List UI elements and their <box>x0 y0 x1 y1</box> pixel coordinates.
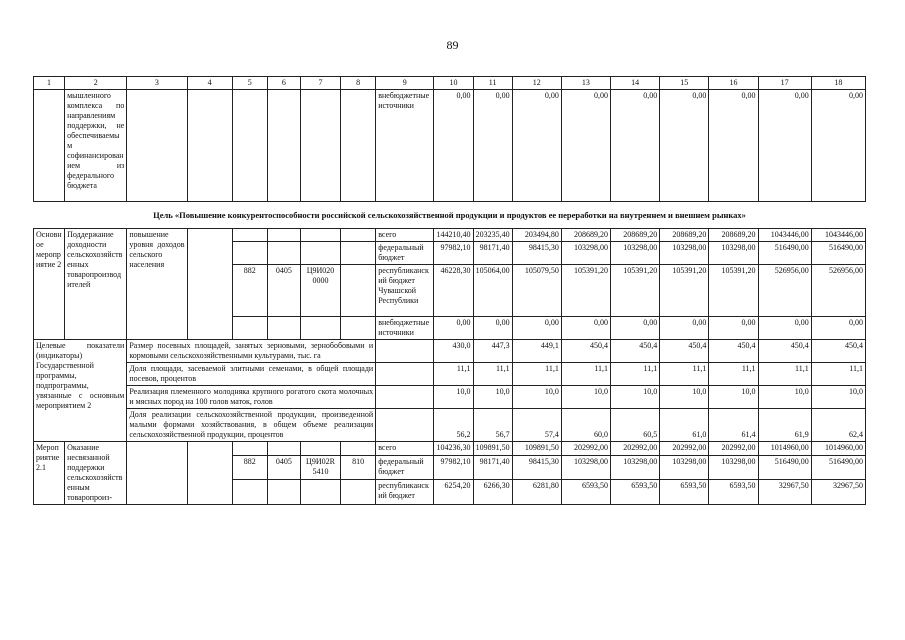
value-cell: 105391,20 <box>561 265 610 317</box>
value-cell: 98415,30 <box>512 242 561 265</box>
funding-source: внебюджетные источники <box>376 90 434 202</box>
value-cell: 0,00 <box>512 317 561 340</box>
goal-title: Цель «Повышение конкурентоспособности российской сельскохозяйственной продукции и продуктов ее переработки на внутреннем и внешнем рынках» <box>34 202 866 229</box>
value-cell: 10,0 <box>512 386 561 409</box>
value-cell: 202992,00 <box>561 442 610 456</box>
value-cell: 109891,50 <box>512 442 561 456</box>
financing-table <box>33 76 866 505</box>
indicator-label: Реализация племенного молодняка крупного рогатого скота молочных и мясных пород на 100 голов маток, голов <box>127 386 376 409</box>
value-cell: 516490,00 <box>811 455 865 480</box>
value-cell: 450,4 <box>758 340 811 363</box>
value-cell: 0,00 <box>709 317 758 340</box>
value-cell: 449,1 <box>512 340 561 363</box>
value-cell: 450,4 <box>611 340 660 363</box>
value-cell: 10,0 <box>709 386 758 409</box>
value-cell: 103298,00 <box>660 242 709 265</box>
admin-code: 882 <box>232 455 267 480</box>
value-cell: 11,1 <box>561 363 610 386</box>
column-header: 13 <box>561 77 610 90</box>
value-cell: 0,00 <box>473 90 512 202</box>
value-cell: 0,00 <box>811 317 865 340</box>
column-header: 4 <box>187 77 232 90</box>
column-header: 2 <box>65 77 127 90</box>
funding-source: республиканский бюджет Чувашской Республики <box>376 265 434 317</box>
column-header: 14 <box>611 77 660 90</box>
value-cell: 103298,00 <box>660 455 709 480</box>
value-cell: 526956,00 <box>811 265 865 317</box>
table-row <box>34 90 866 202</box>
value-cell: 0,00 <box>561 90 610 202</box>
measure-name: Поддержание доходности сельскохозяйственных товаропроизводителей <box>65 229 127 340</box>
value-cell: 203494,80 <box>512 229 561 242</box>
value-cell: 450,4 <box>561 340 610 363</box>
value-cell: 11,1 <box>611 363 660 386</box>
section-code: 0405 <box>267 265 300 317</box>
value-cell: 0,00 <box>709 90 758 202</box>
value-cell: 105079,50 <box>512 265 561 317</box>
funding-source: всего <box>376 229 434 242</box>
value-cell: 105391,20 <box>611 265 660 317</box>
value-cell: 104236,30 <box>434 442 473 456</box>
value-cell: 0,00 <box>611 317 660 340</box>
value-cell: 6281,80 <box>512 480 561 505</box>
value-cell: 516490,00 <box>758 455 811 480</box>
value-cell: 208689,20 <box>561 229 610 242</box>
value-cell: 0,00 <box>758 90 811 202</box>
column-header: 12 <box>512 77 561 90</box>
value-cell: 6266,30 <box>473 480 512 505</box>
value-cell: 6593,50 <box>611 480 660 505</box>
column-header: 7 <box>300 77 340 90</box>
value-cell: 0,00 <box>561 317 610 340</box>
measure-type: Мероприятие 2.1 <box>34 442 65 505</box>
value-cell: 203235,40 <box>473 229 512 242</box>
target-article-code: Ц9И020 0000 <box>300 265 340 317</box>
value-cell: 103298,00 <box>709 455 758 480</box>
value-cell: 10,0 <box>611 386 660 409</box>
value-cell: 0,00 <box>660 317 709 340</box>
value-cell: 103298,00 <box>611 242 660 265</box>
value-cell: 98171,40 <box>473 455 512 480</box>
measure-type: Основное мероприятие 2 <box>34 229 65 340</box>
value-cell: 60,5 <box>611 409 660 442</box>
measure-name: мышленного комплекса по направлениям поддержки, не обеспечиваемым софинансированием из федерального бюджета <box>65 90 127 202</box>
page-number: 89 <box>446 38 459 52</box>
value-cell: 0,00 <box>811 90 865 202</box>
value-cell: 105391,20 <box>709 265 758 317</box>
column-header: 9 <box>376 77 434 90</box>
value-cell: 202992,00 <box>660 442 709 456</box>
value-cell: 1043446,00 <box>811 229 865 242</box>
value-cell: 208689,20 <box>660 229 709 242</box>
value-cell: 202992,00 <box>611 442 660 456</box>
column-header: 10 <box>434 77 473 90</box>
value-cell: 61,4 <box>709 409 758 442</box>
value-cell: 10,0 <box>561 386 610 409</box>
value-cell: 10,0 <box>811 386 865 409</box>
value-cell: 10,0 <box>434 386 473 409</box>
value-cell: 62,4 <box>811 409 865 442</box>
value-cell: 103298,00 <box>561 455 610 480</box>
value-cell: 105064,00 <box>473 265 512 317</box>
table-row <box>34 340 866 363</box>
value-cell: 1043446,00 <box>758 229 811 242</box>
value-cell: 516490,00 <box>758 242 811 265</box>
value-cell: 32967,50 <box>758 480 811 505</box>
column-header: 6 <box>267 77 300 90</box>
value-cell: 516490,00 <box>811 242 865 265</box>
column-header: 1 <box>34 77 65 90</box>
measure-name: Оказание несвязанной поддержки сельскохозяйственным товаропроиз- <box>65 442 127 505</box>
value-cell: 109891,50 <box>473 442 512 456</box>
value-cell: 56,2 <box>434 409 473 442</box>
funding-source: республиканский бюджет <box>376 480 434 505</box>
value-cell: 1014960,00 <box>811 442 865 456</box>
funding-source: федеральный бюджет <box>376 455 434 480</box>
value-cell: 450,4 <box>811 340 865 363</box>
value-cell: 450,4 <box>660 340 709 363</box>
column-header: 8 <box>341 77 376 90</box>
value-cell: 11,1 <box>512 363 561 386</box>
value-cell: 103298,00 <box>561 242 610 265</box>
column-header: 3 <box>127 77 187 90</box>
value-cell: 6593,50 <box>561 480 610 505</box>
value-cell: 103298,00 <box>709 242 758 265</box>
value-cell: 10,0 <box>758 386 811 409</box>
value-cell: 447,3 <box>473 340 512 363</box>
table-row <box>34 442 866 456</box>
goal-row <box>34 202 866 229</box>
column-header: 11 <box>473 77 512 90</box>
column-header: 18 <box>811 77 865 90</box>
value-cell: 98415,30 <box>512 455 561 480</box>
value-cell: 56,7 <box>473 409 512 442</box>
indicator-label: Доля реализации сельскохозяйственной продукции, произведенной малыми формами хозяйствования, в общем объеме реализации сельскохозяйственной продукции, процентов <box>127 409 376 442</box>
value-cell: 10,0 <box>473 386 512 409</box>
header-row <box>34 77 866 90</box>
value-cell: 57,4 <box>512 409 561 442</box>
indicator-label: Размер посевных площадей, занятых зерновыми, зернобобовыми и кормовыми сельскохозяйственными культурами, тыс. га <box>127 340 376 363</box>
funding-source: всего <box>376 442 434 456</box>
value-cell: 526956,00 <box>758 265 811 317</box>
value-cell: 11,1 <box>758 363 811 386</box>
section-code: 0405 <box>267 455 300 480</box>
value-cell: 6254,20 <box>434 480 473 505</box>
value-cell: 0,00 <box>473 317 512 340</box>
value-cell: 11,1 <box>709 363 758 386</box>
value-cell: 0,00 <box>758 317 811 340</box>
value-cell: 61,0 <box>660 409 709 442</box>
value-cell: 0,00 <box>512 90 561 202</box>
value-cell: 11,1 <box>660 363 709 386</box>
value-cell: 450,4 <box>709 340 758 363</box>
value-cell: 32967,50 <box>811 480 865 505</box>
value-cell: 208689,20 <box>611 229 660 242</box>
table-row <box>34 363 866 386</box>
value-cell: 0,00 <box>434 90 473 202</box>
expense-type-code: 810 <box>341 455 376 480</box>
value-cell: 97982,10 <box>434 242 473 265</box>
value-cell: 98171,40 <box>473 242 512 265</box>
value-cell: 60,0 <box>561 409 610 442</box>
value-cell: 46228,30 <box>434 265 473 317</box>
value-cell: 11,1 <box>434 363 473 386</box>
value-cell: 144210,40 <box>434 229 473 242</box>
value-cell: 0,00 <box>611 90 660 202</box>
value-cell: 11,1 <box>473 363 512 386</box>
column-header: 15 <box>660 77 709 90</box>
indicators-title: Целевые показатели (индикаторы) Государственной программы, подпрограммы, увязанные с основным мероприятием 2 <box>34 340 127 442</box>
value-cell: 103298,00 <box>611 455 660 480</box>
value-cell: 202992,00 <box>709 442 758 456</box>
value-cell: 97982,10 <box>434 455 473 480</box>
target-article-code: Ц9И02R 5410 <box>300 455 340 480</box>
value-cell: 430,0 <box>434 340 473 363</box>
column-header: 17 <box>758 77 811 90</box>
funding-source: внебюджетные источники <box>376 317 434 340</box>
table-row <box>34 229 866 242</box>
value-cell: 208689,20 <box>709 229 758 242</box>
value-cell: 11,1 <box>811 363 865 386</box>
column-header: 5 <box>232 77 267 90</box>
value-cell: 6593,50 <box>709 480 758 505</box>
value-cell: 0,00 <box>660 90 709 202</box>
indicator-label: Доля площади, засеваемой элитными семенами, в общей площади посевов, процентов <box>127 363 376 386</box>
value-cell: 1014960,00 <box>758 442 811 456</box>
value-cell: 61,9 <box>758 409 811 442</box>
value-cell: 10,0 <box>660 386 709 409</box>
measure-goal: повышение уровня доходов сельского населения <box>127 229 187 340</box>
admin-code: 882 <box>232 265 267 317</box>
table-row <box>34 409 866 442</box>
column-header: 16 <box>709 77 758 90</box>
funding-source: федеральный бюджет <box>376 242 434 265</box>
value-cell: 105391,20 <box>660 265 709 317</box>
value-cell: 6593,50 <box>660 480 709 505</box>
table-row <box>34 386 866 409</box>
value-cell: 0,00 <box>434 317 473 340</box>
